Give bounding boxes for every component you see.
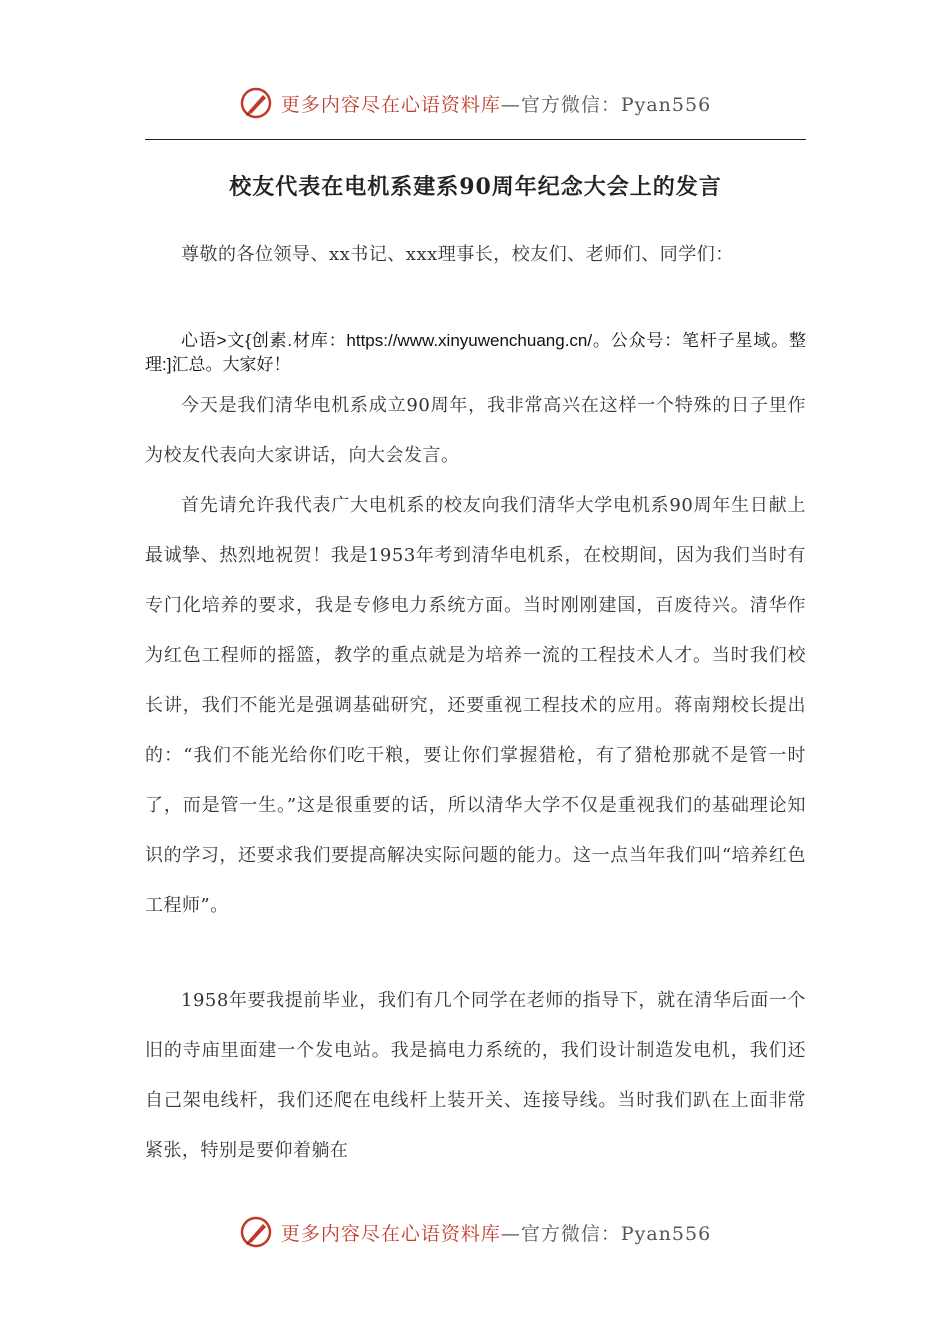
header-banner: [0, 83, 950, 123]
footer-brand-text: 更多内容尽在心语资料库: [280, 1222, 501, 1245]
footer-wechat-text: —官方微信：Pyan556: [500, 1222, 712, 1245]
body-paragraph: 首先请允许我代表广大电机系的校友向我们清华大学电机系90周年生日献上最诚挚、热烈地祝贺！我是1953年考到清华电机系，在校期间，因为我们当时有专门化培养的要求，我是专修电力系统方面。当时刚刚建国，百废待兴。清华作为红色工程师的摇篮，教学的重点就是为培养一流的工程技术人才。当时我们校长讲，我们不能光是强调基础研究，还要重视工程技术的应用。蒋南翔校长提出的：“我们不能光给你们吃干粮，要让你们掌握猎枪，有了猎枪那就不是管一时了，而是管一生。”这是很重要的话，所以清华大学不仅是重视我们的基础理论知识的学习，还要求我们要提高解决实际问题的能力。这一点当年我们叫“培养红色工程师”。: [145, 495, 806, 916]
body-paragraph: 今天是我们清华电机系成立90周年，我非常高兴在这样一个特殊的日子里作为校友代表向大家讲话，向大会发言。: [145, 395, 806, 466]
pen-logo-icon: [239, 1215, 273, 1249]
source-note-paragraph: 心语>文{创素.材库：https://www.xinyuwenchuang.cn/。公众号：笔杆子星域。整理:]汇总。大家好！: [145, 331, 806, 374]
header-divider: [145, 139, 806, 140]
header-brand-text: 更多内容尽在心语资料库: [280, 93, 501, 116]
footer-banner: [0, 1212, 950, 1252]
document-title: 校友代表在电机系建系90周年纪念大会上的发言: [229, 174, 722, 200]
salutation-paragraph: 尊敬的各位领导、xx书记、xxx理事长，校友们、老师们、同学们：: [181, 244, 734, 265]
header-wechat-text: —官方微信：Pyan556: [500, 93, 712, 116]
body-paragraph: 1958年要我提前毕业，我们有几个同学在老师的指导下，就在清华后面一个旧的寺庙里面建一个发电站。我是搞电力系统的，我们设计制造发电机，我们还自己架电线杆，我们还爬在电线杆上装开关、连接导线。当时我们趴在上面非常紧张，特别是要仰着躺在: [145, 990, 806, 1161]
pen-logo-icon: [239, 86, 273, 120]
